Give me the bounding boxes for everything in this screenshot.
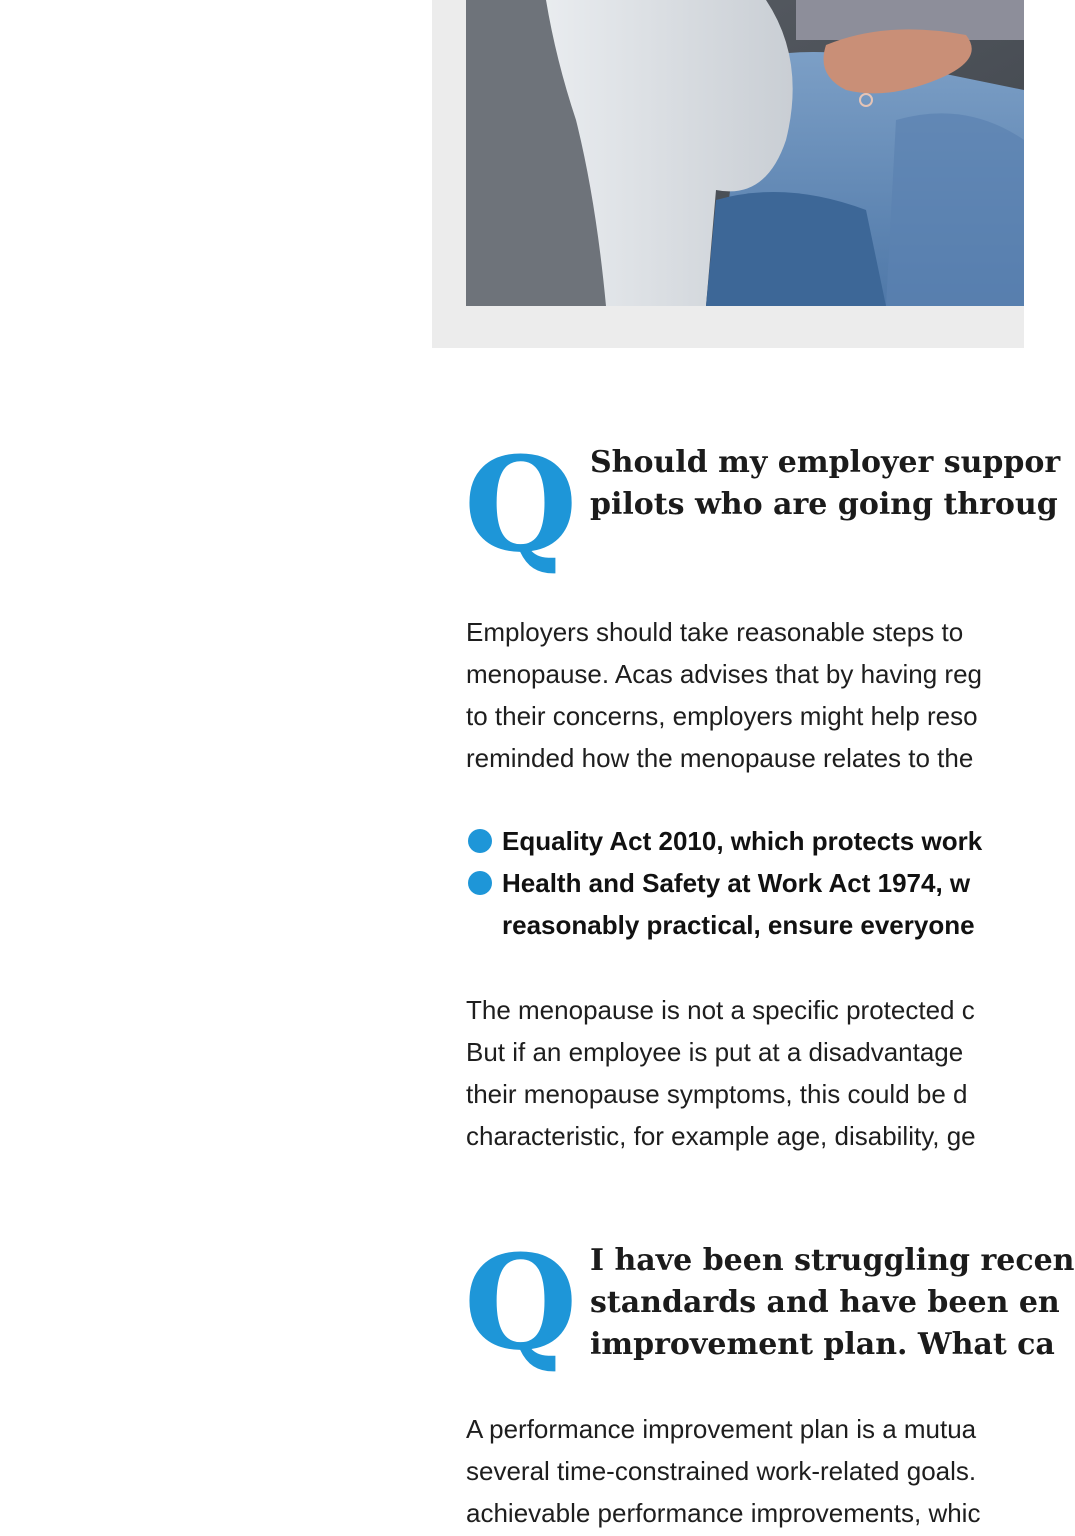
- paragraph-line: their menopause symptoms, this could be d: [466, 1079, 968, 1109]
- heading-line: pilots who are going throug: [590, 487, 1058, 522]
- heading-line: standards and have been en: [590, 1285, 1060, 1320]
- bullet-dot-icon: [468, 871, 492, 895]
- svg-text:Q: Q: [464, 1226, 578, 1379]
- article-photo: [466, 0, 1024, 306]
- paragraph-line: The menopause is not a specific protected c: [466, 995, 975, 1025]
- answer-paragraph-1: [466, 611, 982, 779]
- paragraph-line: But if an employee is put at a disadvantage: [466, 1037, 964, 1067]
- list-item: Health and Safety at Work Act 1974, w reasonably practical, ensure everyone: [466, 862, 982, 946]
- q-letter-icon: [464, 1226, 584, 1379]
- svg-text:Q: Q: [464, 428, 578, 581]
- seated-people-photo: [466, 0, 1024, 306]
- answer-paragraph-3: [466, 1408, 980, 1534]
- heading-line: I have been struggling recen: [590, 1243, 1075, 1278]
- paragraph-line: A performance improvement plan is a mutua: [466, 1414, 977, 1444]
- heading-line: improvement plan. What ca: [590, 1327, 1055, 1362]
- law-bullet-list: [466, 820, 982, 946]
- paragraph-line: several time-constrained work-related goals.: [466, 1456, 977, 1486]
- q-letter-icon: [464, 428, 584, 581]
- paragraph-line: to their concerns, employers might help reso: [466, 701, 978, 731]
- list-item: Equality Act 2010, which protects work: [466, 820, 982, 862]
- paragraph-line: characteristic, for example age, disability, ge: [466, 1121, 976, 1151]
- question-heading-1: [590, 442, 1060, 526]
- answer-paragraph-2: [466, 989, 976, 1157]
- paragraph-line: menopause. Acas advises that by having reg: [466, 659, 982, 689]
- paragraph-line: achievable performance improvements, whic: [466, 1498, 981, 1528]
- paragraph-line: reminded how the menopause relates to the: [466, 743, 974, 773]
- heading-line: Should my employer suppor: [590, 445, 1061, 480]
- question-heading-2: [590, 1240, 1075, 1366]
- bullet-dot-icon: [468, 829, 492, 853]
- paragraph-line: Employers should take reasonable steps to: [466, 617, 964, 647]
